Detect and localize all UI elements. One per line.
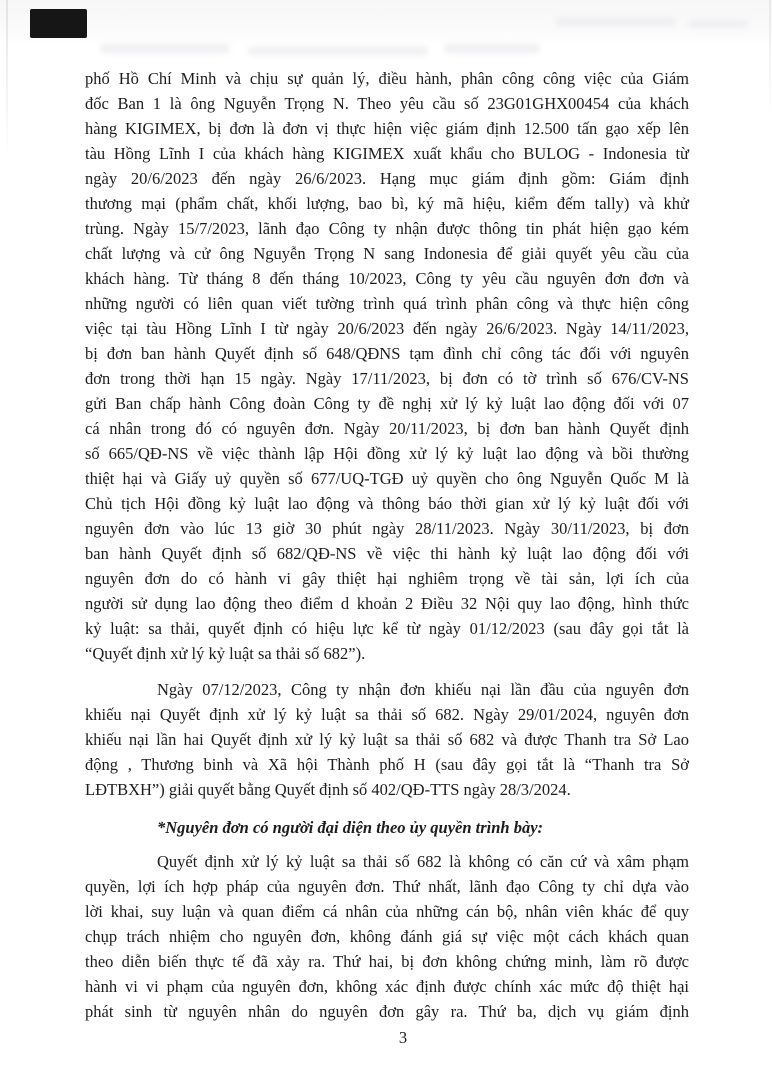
paragraph-1 (85, 66, 689, 666)
redaction-box (30, 9, 87, 38)
text-line: bị đơn ban hành Quyết định số 648/QĐNS tạm đình chỉ công tác đối với nguyên (85, 344, 689, 363)
scan-edge-left (6, 0, 8, 160)
text-line: phố Hồ Chí Minh và chịu sự quản lý, điều hành, phân công công việc của Giám (85, 69, 689, 88)
text-line: hành vi vi phạm của nguyên đơn, không xác định được chính xác mức độ thiệt hại (85, 977, 689, 996)
text-line: LĐTBXH”) giải quyết bằng Quyết định số 402/QĐ-TTS ngày 28/3/2024. (85, 780, 571, 799)
text-line: chụp trách nhiệm cho nguyên đơn, không đánh giá sự việc một cách khách quan (85, 927, 689, 946)
text-line: số 665/QĐ-NS về việc thành lập Hội đồng xử lý kỷ luật lao động và bồi thường (85, 444, 689, 463)
text-line: theo diễn biến thực tế đã xảy ra. Thứ hai, bị đơn không chứng minh, làm rõ được (85, 952, 689, 971)
claimant-statement-heading (85, 815, 689, 840)
text-line: những người có liên quan viết tường trình quá trình phân công và thực hiện công (85, 294, 689, 313)
text-line: Quyết định xử lý kỷ luật sa thải số 682 là không có căn cứ và xâm phạm (157, 852, 689, 871)
text-line: phát sinh từ nguyên nhân do nguyên đơn gây ra. Thứ ba, dịch vụ giám định (85, 1002, 689, 1021)
ghost-text-smudge (556, 18, 676, 26)
ghost-text-smudge (688, 20, 748, 28)
text-line: lời khai, suy luận và quan điểm cá nhân của những cán bộ, nhân viên khác để quy (85, 902, 689, 921)
text-line: trùng. Ngày 15/7/2023, lãnh đạo Công ty nhận được thông tin phát hiện gạo kém (85, 219, 689, 238)
text-line: quyền, lợi ích hợp pháp của nguyên đơn. Thứ nhất, lãnh đạo Công ty chỉ dựa vào (85, 877, 689, 896)
text-line: gửi Ban chấp hành Công đoàn Công ty đề nghị xử lý kỷ luật lao động đối với 07 (85, 394, 689, 413)
text-line: đơn trong thời hạn 15 ngày. Ngày 17/11/2023, bị đơn có tờ trình số 676/CV-NS (85, 369, 689, 388)
text-line: hàng KIGIMEX, bị đơn là đơn vị thực hiện việc giám định 12.500 tấn gạo xếp lên (85, 119, 689, 138)
document-body (85, 66, 689, 1024)
text-line: cá nhân trong đó có nguyên đơn. Ngày 20/11/2023, bị đơn ban hành Quyết định (85, 419, 689, 438)
text-line: thương mại (phẩm chất, khối lượng, bao bì, ký mã hiệu, kiểm đếm tally) và khử (85, 194, 689, 213)
text-line: Ngày 07/12/2023, Công ty nhận đơn khiếu nại lần đầu của nguyên đơn (157, 680, 689, 699)
text-line: khiếu nại lần hai Quyết định xử lý kỷ luật sa thải số 682 và được Thanh tra Sở Lao (85, 730, 689, 749)
paragraph-2 (85, 677, 689, 802)
paragraph-3 (85, 849, 689, 1024)
ghost-text-smudge (100, 44, 230, 53)
text-line: thiệt hại và Giấy uỷ quyền số 677/UQ-TGĐ uỷ quyền cho ông Nguyễn Quốc M là (85, 469, 689, 488)
page-number: 3 (398, 1028, 408, 1047)
text-line: tàu Hồng Lĩnh I của khách hàng KIGIMEX xuất khẩu cho BULOG - Indonesia từ (85, 144, 689, 163)
text-line: “Quyết định xử lý kỷ luật sa thải số 682”). (85, 644, 366, 663)
text-line: đốc Ban 1 là ông Nguyễn Trọng N. Theo yêu cầu số 23G01GHX00454 của khách (85, 94, 689, 113)
ghost-text-smudge (444, 44, 540, 53)
text-line: người sử dụng lao động theo điểm d khoản 2 Điều 32 Nội quy lao động, hình thức (85, 594, 689, 613)
text-line: việc tại tàu Hồng Lĩnh I từ ngày 20/6/2023 đến ngày 26/6/2023. Ngày 14/11/2023, (85, 319, 689, 338)
text-line: nguyên đơn do có hành vi gây thiệt hại nghiêm trọng về tài sản, lợi ích của (85, 569, 689, 588)
section-heading-text: *Nguyên đơn có người đại diện theo ủy quyền trình bày: (157, 818, 544, 837)
text-line: kỷ luật: sa thải, quyết định có hiệu lực kể từ ngày 01/12/2023 (sau đây gọi tắt là (85, 619, 689, 638)
text-line: động , Thương binh và Xã hội Thành phố H (sau đây gọi tắt là “Thanh tra Sở (85, 755, 689, 774)
text-line: khiếu nại Quyết định xử lý kỷ luật sa thải số 682. Ngày 29/01/2024, nguyên đơn (85, 705, 689, 724)
scan-edge-right (769, 0, 771, 120)
text-line: khách hàng. Từ tháng 8 đến tháng 10/2023, Công ty yêu cầu nguyên đơn đơn và (85, 269, 689, 288)
text-line: chất lượng và cử ông Nguyễn Trọng N sang Indonesia để giải quyết yêu cầu của (85, 244, 689, 263)
text-line: ngày 20/6/2023 đến ngày 26/6/2023. Hạng mục giám định gồm: Giám định (85, 169, 689, 188)
ghost-text-smudge (248, 47, 428, 55)
text-line: nguyên đơn vào lúc 13 giờ 30 phút ngày 28/11/2023. Ngày 30/11/2023, bị đơn (85, 519, 689, 538)
text-line: Chủ tịch Hội đồng kỷ luật lao động và thông báo thời gian xử lý kỷ luật đối với (85, 494, 689, 513)
text-line: ban hành Quyết định số 682/QĐ-NS về việc thi hành kỷ luật lao động đối với (85, 544, 689, 563)
